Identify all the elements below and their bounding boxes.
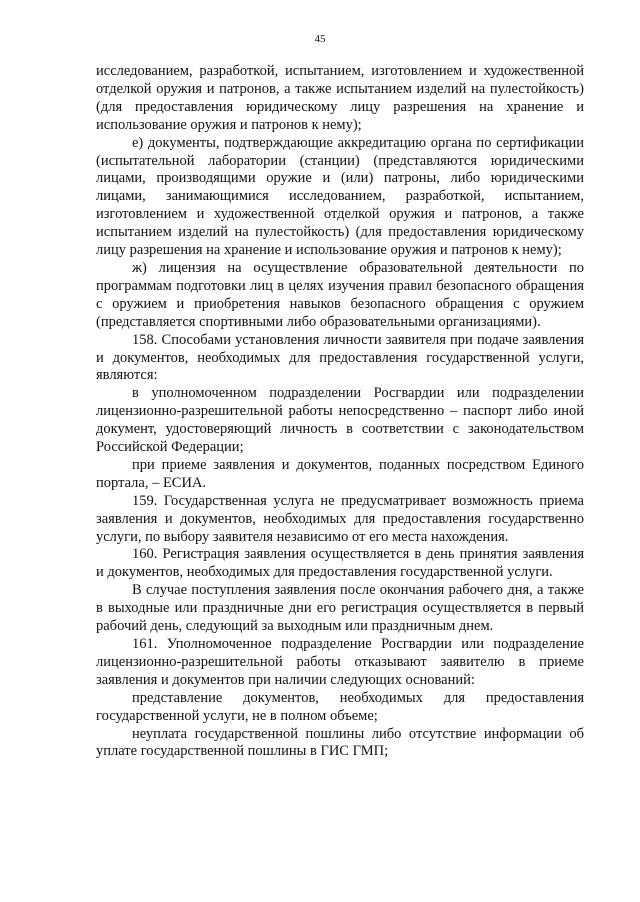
paragraph-8: 160. Регистрация заявления осуществляется в день принятия заявления и документов, необходимых для предоставления государственной услуги. — [96, 546, 584, 581]
paragraph-6: при приеме заявления и документов, поданных посредством Единого портала, – ЕСИА. — [96, 456, 584, 491]
paragraph-9: В случае поступления заявления после окончания рабочего дня, а также в выходные или праздничные дни его регистрация осуществляется в первый рабочий день, следующий за выходным или праздничным днем. — [96, 582, 584, 635]
paragraph-7: 159. Государственная услуга не предусматривает возможность приема заявления и документов, необходимых для предоставления государственно услуги, по выбору заявителя независимо от его места нахождения. — [96, 492, 584, 545]
document-body — [96, 63, 584, 761]
paragraph-4: 158. Способами установления личности заявителя при подаче заявления и документов, необходимых для предоставления государственной услуги, являются: — [96, 331, 584, 384]
paragraph-11: представление документов, необходимых для предоставления государственной услуги, не в полном объеме; — [96, 689, 584, 724]
paragraph-1: исследованием, разработкой, испытанием, изготовлением и художественной отделкой оружия и патронов, а также испытанием изделий на пулестойкость) (для предоставления юридическому лицу разрешения на хранение и использование оружия и патронов к нему); — [96, 63, 584, 133]
page-number: 45 — [314, 33, 326, 45]
paragraph-12: неуплата государственной пошлины либо отсутствие информации об уплате государственной пошлины в ГИС ГМП; — [96, 725, 584, 760]
paragraph-3: ж) лицензия на осуществление образовательной деятельности по программам подготовки лиц в целях изучения правил безопасного обращения с оружием и приобретения навыков безопасного обращения с оружием (представляется спортивными либо образовательными организациями). — [96, 259, 584, 330]
paragraph-5: в уполномоченном подразделении Росгвардии или подразделении лицензионно-разрешительной работы непосредственно – паспорт либо иной документ, удостоверяющий личность в соответствии с законодательством Российской Федерации; — [96, 385, 584, 456]
paragraph-2: е) документы, подтверждающие аккредитацию органа по сертификации (испытательной лаборатории (станции) (представляются юридическими лицами, производящими оружие и (или) патроны, либо юридическими лицами, занимающимися исследованием, разработкой, испытанием, изготовлением и художественной отделкой оружия и патронов, а также испытанием изделий на пулестойкость) (для предоставления юридическому лицу разрешения на хранение и использование оружия и патронов к нему); — [96, 134, 584, 259]
paragraph-10: 161. Уполномоченное подразделение Росгвардии или подразделение лицензионно-разрешительной работы отказывают заявителю в приеме заявления и документов при наличии следующих оснований: — [96, 636, 584, 688]
